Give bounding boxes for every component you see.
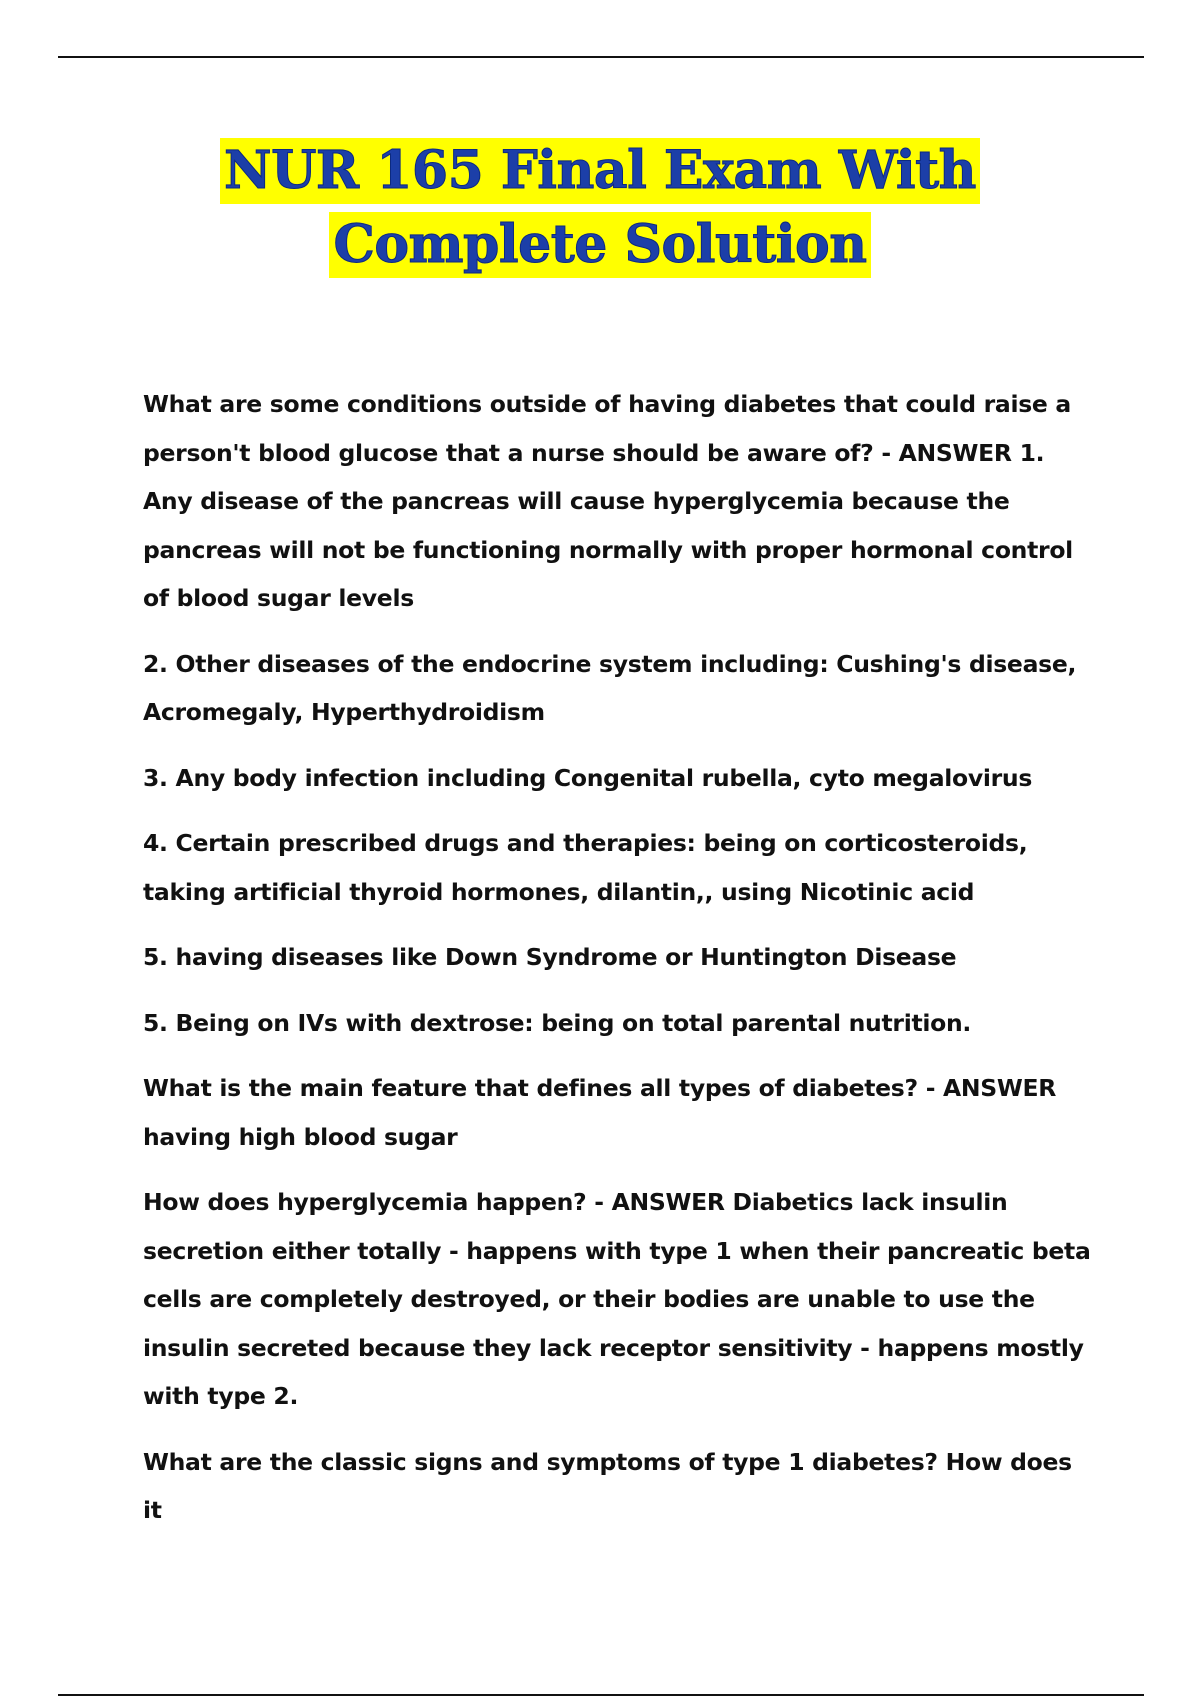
answer-list-item: 3. Any body infection including Congenital rubella, cyto megalovirus [143,763,1033,792]
header-rule [58,56,1144,58]
question-paragraph: How does hyperglycemia happen? - ANSWER Diabetics lack insulin secretion either totally - happens with type 1 when their pancreatic beta cells are completely destroyed, or their bodies are unable to use the insulin secreted because they lack receptor sensitivity - happens mostly with type 2. [143,1188,1091,1410]
document-body [143,380,1093,1552]
question-paragraph: What are some conditions outside of having diabetes that could raise a person't blood glucose that a nurse should be aware of? - ANSWER 1. Any disease of the pancreas will cause hyperglycemia because the pancreas will not be functioning normally with proper hormonal control of blood sugar levels [143,390,1073,612]
footer-rule [58,1694,1144,1696]
question-paragraph: What are the classic signs and symptoms of type 1 diabetes? How does it [143,1447,1072,1524]
answer-list-item: 4. Certain prescribed drugs and therapies: being on corticosteroids, taking artificial thyroid hormones, dilantin,, using Nicotinic acid [143,829,1028,906]
title-line-2: Complete Solution [329,212,870,278]
document-title [0,138,1200,278]
title-line-1: NUR 165 Final Exam With [220,138,980,204]
answer-list-item: 5. having diseases like Down Syndrome or Huntington Disease [143,943,957,971]
answer-list-item: 5. Being on IVs with dextrose: being on total parental nutrition. [143,1008,972,1037]
question-paragraph: What is the main feature that defines all types of diabetes? - ANSWER having high blood sugar [143,1074,1057,1151]
answer-list-item: 2. Other diseases of the endocrine system including: Cushing's disease, Acromegaly, Hyperthydroidism [143,649,1077,726]
